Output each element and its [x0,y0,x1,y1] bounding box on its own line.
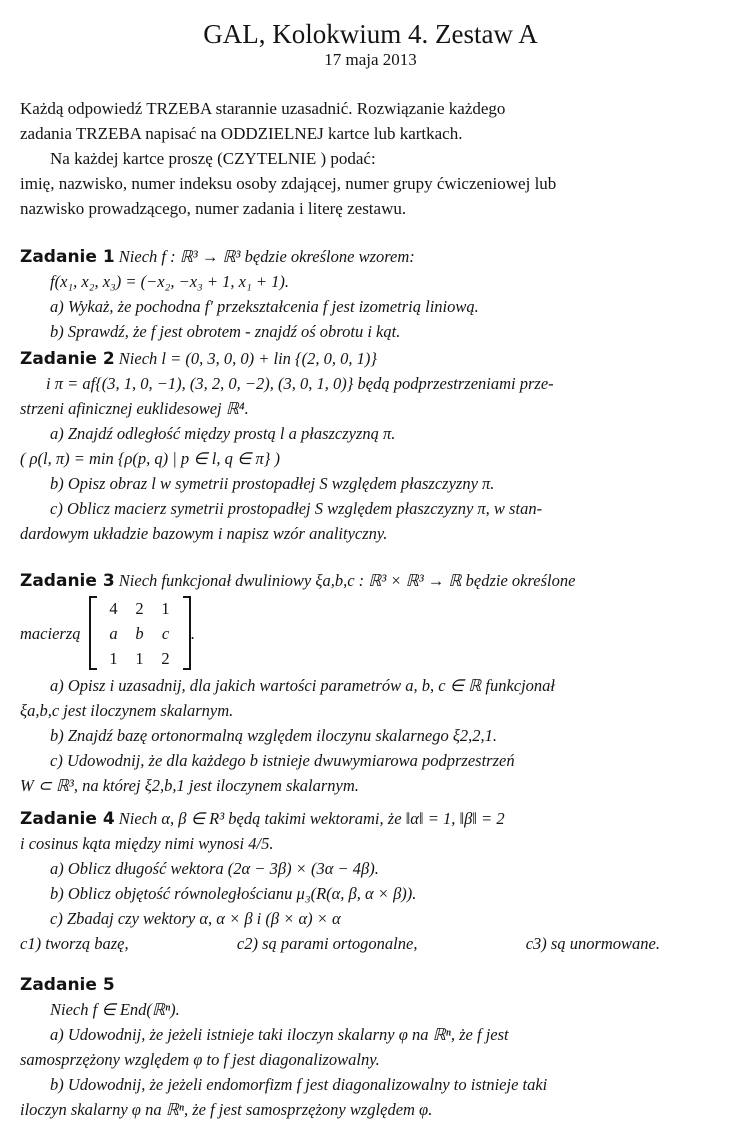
instructions [20,96,710,221]
task-2-part-b: b) Opisz obraz l w symetrii prostopadłej S względem płaszczyzny π. [50,474,495,493]
matrix-left-bracket [89,596,97,670]
task-3-part-c: W ⊂ ℝ³, na której ξ2,b,1 jest iloczynem skalarnym. [20,776,359,795]
task-4-subparts [20,931,660,956]
task-1-part-a: a) Wykaż, że pochodna f′ przekształcenia f jest izometrią liniową. [50,297,479,316]
matrix-cell: 2 [135,598,144,618]
task-3-part-b: b) Znajdź bazę ortonormalną względem iloczynu skalarnego ξ2,2,1. [50,726,498,745]
task-5-part-b: iloczyn skalarny φ na ℝⁿ, że f jest samosprzężony względem φ. [20,1100,433,1119]
task-3-part-a: ξa,b,c jest iloczynem skalarnym. [20,701,234,720]
task-2-text: i π = af{(3, 1, 0, −1), (3, 2, 0, −2), (3, 0, 1, 0)} będą podprzestrzeniami prze- [46,374,554,393]
task-3-part-a: a) Opisz i uzasadnij, dla jakich wartości parametrów a, b, c ∈ ℝ funkcjonał [50,676,556,695]
task-1 [20,244,720,344]
instruction-line: Na każdej kartce proszę (CZYTELNIE ) podać: [50,149,376,168]
task-2-distance-def: ( ρ(l, π) = min {ρ(p, q) | p ∈ l, q ∈ π} ) [20,449,280,468]
matrix-cell: c [161,623,170,643]
task-1-heading: Zadanie 1 [20,247,115,267]
task-3-matrix [89,596,191,671]
task-2 [20,346,720,546]
task-5-part-a: a) Udowodnij, że jeżeli istnieje taki iloczyn skalarny φ na ℝⁿ, że f jest [50,1025,509,1044]
task-3 [20,568,720,798]
task-4-part-b: b) Oblicz objętość równoległościanu μ₃(R(α, β, α × β)). [50,884,417,903]
matrix-cell: 4 [109,598,118,618]
matrix-cell: 1 [135,648,144,668]
task-3-matrix-label: macierzą [20,623,81,643]
task-4 [20,806,720,956]
matrix-period: . [190,623,195,643]
exam-date: 17 maja 2013 [324,50,417,69]
task-4-c1: c1) tworzą bazę, [20,934,129,953]
matrix-right-bracket [183,596,191,670]
instruction-line: nazwisko prowadzącego, numer zadania i literę zestawu. [20,199,407,218]
instruction-line: zadania TRZEBA napisać na ODDZIELNEJ kartce lub kartkach. [20,124,463,143]
task-2-part-a: a) Znajdź odległość między prostą l a płaszczyzną π. [50,424,396,443]
task-3-text: Niech funkcjonał dwuliniowy ξa,b,c : ℝ³ × ℝ³ → ℝ będzie określone [118,571,576,590]
task-4-c3: c3) są unormowane. [525,934,660,953]
task-3-part-c: c) Udowodnij, że dla każdego b istnieje dwuwymiarowa podprzestrzeń [50,751,515,770]
task-5-part-b: b) Udowodnij, że jeżeli endomorfizm f jest diagonalizowalny to istnieje taki [50,1075,548,1094]
task-1-part-b: b) Sprawdź, że f jest obrotem - znajdź oś obrotu i kąt. [50,322,401,341]
task-4-c2: c2) są parami ortogonalne, [236,934,418,953]
task-4-text: Niech α, β ∈ R³ będą takimi wektorami, że ‖α‖ = 1, ‖β‖ = 2 [118,809,505,828]
task-2-part-c: c) Oblicz macierz symetrii prostopadłej S względem płaszczyzny π, w stan- [50,499,543,518]
task-2-text: strzeni afinicznej euklidesowej ℝ⁴. [20,399,249,418]
matrix-cell: 2 [161,648,170,668]
task-2-text: Niech l = (0, 3, 0, 0) + lin {(2, 0, 0, 1)} [118,349,377,368]
task-3-heading: Zadanie 3 [20,571,115,591]
matrix-cell: a [109,623,118,643]
task-4-part-a: a) Oblicz długość wektora (2α − 3β) × (3α − 4β). [50,859,379,878]
task-5-text: Niech f ∈ End(ℝⁿ). [50,1000,180,1019]
matrix-cell: 1 [109,648,118,668]
task-4-heading: Zadanie 4 [20,809,115,829]
page-title: GAL, Kolokwium 4. Zestaw A [203,19,538,49]
task-1-text: Niech f : ℝ³ → ℝ³ będzie określone wzorem: [118,247,415,266]
task-2-part-c: dardowym układzie bazowym i napisz wzór analityczny. [20,524,388,543]
task-5-heading: Zadanie 5 [20,975,115,995]
matrix-cell: b [135,623,144,643]
instruction-line: Każdą odpowiedź TRZEBA starannie uzasadnić. Rozwiązanie każdego [20,99,506,118]
task-4-text: i cosinus kąta między nimi wynosi 4/5. [20,834,274,853]
task-5-part-a: samosprzężony względem φ to f jest diagonalizowalny. [20,1050,380,1069]
task-5 [20,972,720,1122]
matrix-table [101,596,179,671]
task-1-formula: f(x₁, x₂, x₃) = (−x₂, −x₃ + 1, x₁ + 1). [50,272,289,291]
matrix-cell: 1 [161,598,170,618]
task-4-part-c: c) Zbadaj czy wektory α, α × β i (β × α) × α [50,909,341,928]
task-2-heading: Zadanie 2 [20,349,115,369]
instruction-line: imię, nazwisko, numer indeksu osoby zdającej, numer grupy ćwiczeniowej lub [20,174,557,193]
